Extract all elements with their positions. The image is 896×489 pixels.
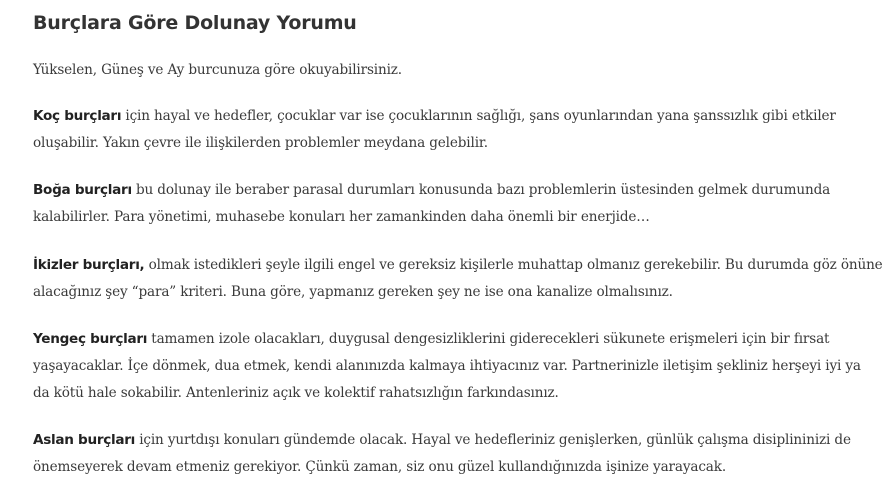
- paragraph-line: oluşabilir. Yakın çevre ile ilişkilerden problemler meydana gelebilir.: [33, 135, 488, 151]
- sign-name: Aslan burçları: [33, 432, 136, 448]
- paragraph-text: olmak istedikleri şeyle ilgili engel ve gereksiz kişilerle muhattap olmanız gerekebilir. Bu durumda göz önüne: [144, 257, 883, 273]
- paragraph-text: için hayal ve hedefler, çocuklar var ise çocuklarının sağlığı, şans oyunlarından yana şanssızlık gibi etkiler: [121, 108, 836, 124]
- intro-text: Yükselen, Güneş ve Ay burcunuza göre okuyabilirsiniz.: [33, 62, 402, 78]
- paragraph-text: bu dolunay ile beraber parasal durumları konusunda bazı problemlerin üstesinden gelmek durumunda: [131, 182, 831, 198]
- paragraph-text: için yurtdışı konuları gündemde olacak. Hayal ve hedefleriniz genişlerken, günlük çalışma disiplininizi de: [135, 432, 851, 448]
- paragraph-line: önemseyerek devam etmeniz gerekiyor. Çünkü zaman, siz onu güzel kullandığınızda işinize yarayacak.: [33, 459, 726, 475]
- paragraph-line: [33, 326, 893, 353]
- paragraph-text: tamamen izole olacakları, duygusal dengesizliklerini giderecekleri sükunete erişmeleri için bir fırsat: [147, 331, 830, 347]
- sign-name: İkizler burçları,: [33, 257, 145, 273]
- paragraph-yengec: [33, 326, 893, 407]
- paragraph-line: kalabilirler. Para yönetimi, muhasebe konuları her zamankinden daha önemli bir enerjide…: [33, 209, 650, 225]
- paragraph-ikizler: [33, 252, 893, 306]
- paragraph-koc: [33, 103, 893, 157]
- paragraph-line: [33, 427, 893, 454]
- paragraph-aslan: [33, 427, 893, 481]
- paragraph-boga: [33, 177, 893, 231]
- paragraph-line: alacağınız şey “para” kriteri. Buna göre, yapmanız gereken şey ne ise ona kanalize olmalısınız.: [33, 284, 673, 300]
- paragraph-line: da kötü hale sokabilir. Antenleriniz açık ve kolektif rahatsızlığın farkındasınız.: [33, 385, 559, 401]
- paragraph-line: yaşayacaklar. İçe dönmek, dua etmek, kendi alanınızda kalmaya ihtiyacınız var. Partnerinizle iletişim şekliniz herşeyi iyi ya: [33, 358, 861, 374]
- sign-name: Boğa burçları: [33, 182, 132, 198]
- sign-name: Yengeç burçları: [33, 331, 148, 347]
- paragraph-line: [33, 252, 893, 279]
- article-title: Burçlara Göre Dolunay Yorumu: [33, 12, 357, 34]
- paragraph-line: [33, 103, 893, 130]
- sign-name: Koç burçları: [33, 108, 122, 124]
- paragraph-line: [33, 177, 893, 204]
- intro-paragraph: [33, 57, 893, 84]
